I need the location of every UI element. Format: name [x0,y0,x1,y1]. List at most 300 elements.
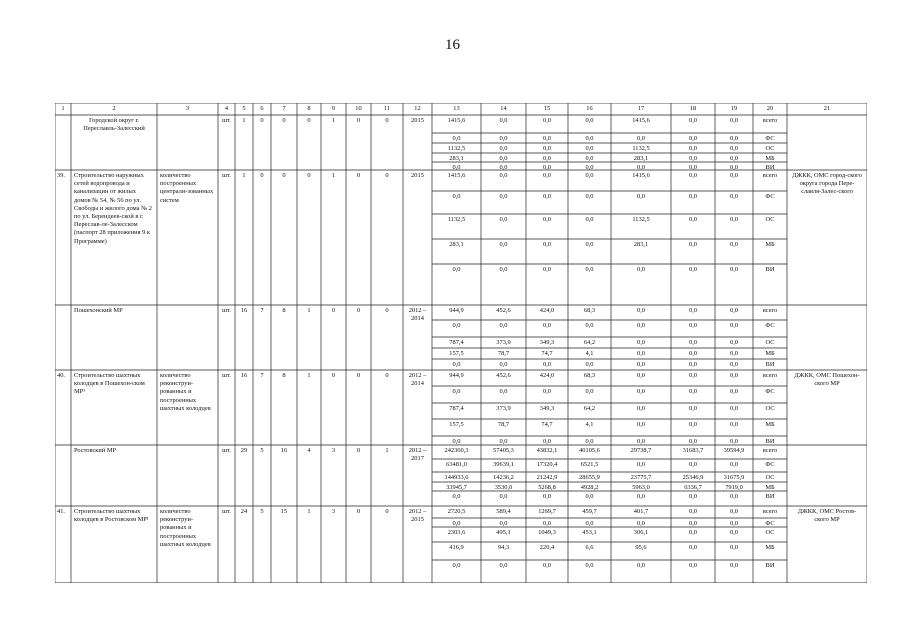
amount-cell: 0,0 [543,134,551,142]
source-label: ВИ [765,437,775,445]
amount-cell: 43832,1 [536,446,558,454]
count-cell: 0 [282,117,286,124]
amount-cell: 0,0 [637,371,645,379]
amount-cell: 157,5 [449,349,464,357]
header-cell: 9 [331,105,336,112]
amount-cell: 0,0 [452,192,461,200]
amount-cell: 95,6 [635,543,647,551]
unit-cell: шт. [222,372,231,379]
amount-cell: 0,0 [585,265,594,273]
amount-cell: 2720,5 [447,507,466,515]
amount-cell: 424,0 [539,306,555,314]
source-label: ФС [765,192,775,200]
amount-cell: 0,0 [689,171,697,179]
amount-cell: 0,0 [637,360,645,368]
source-label: ОС [765,215,775,223]
amount-cell: 0,0 [637,519,645,527]
amount-cell: 0,0 [730,134,738,142]
amount-cell: 495,1 [496,528,511,536]
source-label: ОС [765,473,775,481]
amount-cell: 0,0 [452,492,461,500]
header-cell: 12 [414,105,421,112]
count-cell: 0 [331,307,336,314]
amount-cell: 0,0 [730,215,738,223]
amount-cell: 0,0 [730,154,738,162]
amount-cell: 0,0 [543,192,551,200]
amount-cell: 1132,5 [447,144,466,152]
amount-cell: 0,0 [689,360,697,368]
amount-cell: 0,0 [730,492,738,500]
amount-cell: 0,0 [452,360,461,368]
amount-cell: 40105,6 [579,446,600,454]
amount-cell: 0,0 [730,360,738,368]
amount-cell: 29738,7 [630,446,652,454]
amount-cell: 0,0 [543,360,551,368]
amount-cell: 64,2 [583,338,596,346]
count-cell: 0 [282,172,286,179]
amount-cell: 0,0 [637,561,645,569]
amount-cell: 0,0 [637,192,645,200]
header-cell: 6 [260,105,264,112]
amount-cell: 283,1 [633,154,649,162]
source-label: ВИ [765,492,775,500]
amount-cell: 416,9 [449,543,464,551]
amount-cell: 0,0 [499,144,508,152]
count-cell: 16 [280,447,288,454]
amount-cell: 0,0 [689,543,697,551]
amount-cell: 401,7 [633,507,649,515]
amount-cell: 0,0 [637,437,645,445]
amount-cell: 0,0 [689,116,697,124]
amount-cell: 589,4 [496,507,511,515]
amount-cell: 787,4 [449,404,464,412]
amount-cell: 0,0 [637,306,645,314]
executor-cell: ДЖКК, ОМС город-ского округа города Пере-славля-Залес-ского [792,172,862,196]
amount-cell: 283,1 [449,240,464,248]
amount-cell: 0,0 [730,116,738,124]
amount-cell: 0,0 [689,528,697,536]
amount-cell: 1415,6 [447,116,466,124]
count-cell: 0 [307,172,311,179]
amount-cell: 0,0 [637,349,645,357]
amount-cell: 0,0 [543,387,551,395]
header-cell: 7 [282,105,286,112]
source-label: ВИ [765,561,775,569]
district-name: Ростовский МР [74,447,117,454]
amount-cell: 424,0 [539,371,555,379]
amount-cell: 0,0 [730,265,738,273]
amount-cell: 0,0 [637,420,645,428]
amount-cell: 0,0 [585,163,594,171]
amount-cell: 6336,7 [684,483,702,491]
amount-cell: 14236,2 [493,473,514,481]
amount-cell: 7919,0 [725,483,743,491]
amount-cell: 0,0 [452,561,461,569]
amount-cell: 0,0 [689,338,697,346]
amount-cell: 0,0 [499,492,508,500]
amount-cell: 0,0 [689,321,697,329]
amount-cell: 0,0 [452,321,461,329]
amount-cell: 0,0 [585,492,594,500]
amount-cell: 0,0 [499,321,508,329]
unit-cell: шт. [222,172,231,179]
source-label: ОС [765,338,775,346]
amount-cell: 373,9 [496,404,511,412]
count-cell: 16 [240,307,248,314]
amount-cell: 1132,5 [447,215,466,223]
amount-cell: 453,1 [582,528,597,536]
amount-cell: 0,0 [543,519,551,527]
amount-cell: 0,0 [543,321,551,329]
amount-cell: 0,0 [730,240,738,248]
source-label: МБ [765,483,775,491]
amount-cell: 0,0 [499,171,508,179]
amount-cell: 31675,9 [723,473,745,481]
amount-cell: 0,0 [637,404,645,412]
count-cell: 8 [282,307,286,314]
amount-cell: 0,0 [452,519,461,527]
count-cell: 0 [260,172,264,179]
header-cell: 14 [500,105,507,112]
amount-cell: 0,0 [452,265,461,273]
count-cell: 0 [260,117,264,124]
amount-cell: 0,0 [689,192,697,200]
amount-cell: 0,0 [689,507,697,515]
period-cell: 2015 [411,172,424,179]
amount-cell: 33945,7 [446,483,467,491]
amount-cell: 0,0 [499,134,508,142]
amount-cell: 4,1 [585,349,594,357]
amount-cell: 0,0 [585,387,594,395]
amount-cell: 0,0 [499,360,508,368]
amount-cell: 0,0 [585,360,594,368]
amount-cell: 0,0 [730,371,738,379]
unit-cell: шт. [222,117,231,124]
header-cell: 16 [586,105,593,112]
amount-cell: 0,0 [730,144,738,152]
indicator-text: количество реконструи-рованных и построенных шахтных колодцев [160,372,211,412]
indicator-text: количество реконструи-рованных и построенных шахтных колодцев [160,508,211,548]
header-cell: 18 [689,105,697,112]
page-number: 16 [445,37,460,53]
amount-cell: 0,0 [689,387,697,395]
amount-cell: 0,0 [689,519,697,527]
amount-cell: 0,0 [637,387,645,395]
amount-cell: 0,0 [689,561,697,569]
item-number: 41. [57,508,65,515]
amount-cell: 0,0 [499,387,508,395]
count-cell: 0 [385,117,389,124]
header-cell: 8 [307,105,311,112]
amount-cell: 373,9 [496,338,511,346]
amount-cell: 0,0 [543,215,551,223]
count-cell: 1 [385,447,389,454]
amount-cell: 0,0 [637,265,645,273]
amount-cell: 4,1 [585,420,594,428]
amount-cell: 5268,8 [538,483,556,491]
header-cell: 20 [766,105,774,112]
amount-cell: 0,0 [689,371,697,379]
amount-cell: 0,0 [499,519,508,527]
amount-cell: 1415,6 [632,171,650,179]
source-label: МБ [765,240,775,248]
amount-cell: 0,0 [585,144,594,152]
amount-cell: 0,0 [689,215,697,223]
amount-cell: 944,9 [449,306,464,314]
count-cell: 0 [307,117,311,124]
amount-cell: 0,0 [543,154,551,162]
amount-cell: 0,0 [637,460,645,468]
amount-cell: 0,0 [585,437,594,445]
count-cell: 5 [260,447,264,454]
source-label: всего [762,507,778,515]
amount-cell: 1269,7 [538,507,556,515]
amount-cell: 17320,4 [536,460,558,468]
amount-cell: 0,0 [499,192,508,200]
amount-cell: 0,0 [585,215,594,223]
amount-cell: 157,5 [449,420,464,428]
amount-cell: 0,0 [637,338,645,346]
amount-cell: 0,0 [689,349,697,357]
executor-cell: ДЖКК, ОМС Пошехон-ского МР [794,372,860,388]
source-label: МБ [765,543,775,551]
period-cell: 2012 – 2014 [408,307,427,323]
count-cell: 15 [280,508,288,515]
amount-cell: 23775,7 [630,473,652,481]
amount-cell: 1132,5 [632,144,650,152]
item-name: Строительство шахтных колодцев в Пошехон-ском МР¹ [74,372,145,396]
header-cell: 13 [453,105,460,112]
amount-cell: 0,0 [499,437,508,445]
amount-cell: 0,0 [689,437,697,445]
count-cell: 0 [385,508,389,515]
amount-cell: 459,7 [582,507,597,515]
header-cell: 4 [224,105,229,112]
amount-cell: 349,3 [539,338,555,346]
count-cell: 1 [307,307,311,314]
amount-cell: 0,0 [730,338,738,346]
header-cell: 10 [355,105,362,112]
count-cell: 4 [307,447,311,454]
amount-cell: 0,0 [585,519,594,527]
item-name: Строительство наружных сетей водопровода и канализации от жилых домов № 54, № 56 по ул. Свободы и жилого дома № 2 по ул. Берендеев-ской в г. Переслав-ле-Залесском (паспорт 28 приложения 9 к Программе) [74,172,152,245]
count-cell: 0 [356,117,361,124]
amount-cell: 0,0 [499,215,508,223]
amount-cell: 0,0 [585,240,594,248]
source-label: ФС [765,519,775,527]
amount-cell: 0,0 [637,163,645,171]
amount-cell: 452,6 [496,306,511,314]
amount-cell: 21242,9 [536,473,558,481]
count-cell: 1 [242,117,246,124]
header-cell: 21 [823,105,831,112]
amount-cell: 944,9 [449,371,464,379]
amount-cell: 3530,0 [494,483,513,491]
source-label: всего [762,116,778,124]
amount-cell: 0,0 [730,420,738,428]
amount-cell: 0,0 [543,144,551,152]
amount-cell: 0,0 [730,306,738,314]
period-cell: 2012 – 2014 [408,372,427,388]
amount-cell: 0,0 [543,163,551,171]
amount-cell: 0,0 [585,116,594,124]
amount-cell: 1049,3 [538,528,556,536]
amount-cell: 0,0 [543,437,551,445]
amount-cell: 787,4 [449,338,464,346]
amount-cell: 78,7 [497,420,510,428]
amount-cell: 0,0 [543,492,551,500]
amount-cell: 0,0 [730,519,738,527]
amount-cell: 0,0 [637,492,645,500]
amount-cell: 0,0 [543,265,551,273]
count-cell: 1 [307,508,311,515]
amount-cell: 31683,7 [682,446,704,454]
amount-cell: 0,0 [637,134,645,142]
district-name: Пошехонский МР [74,307,123,314]
count-cell: 1 [331,172,336,179]
source-label: ФС [765,134,775,142]
count-cell: 3 [331,508,336,515]
amount-cell: 0,0 [543,116,551,124]
item-number: 39. [57,172,65,179]
count-cell: 0 [356,508,361,515]
source-label: ВИ [765,360,775,368]
source-label: ОС [765,144,775,152]
source-label: МБ [765,420,775,428]
amount-cell: 0,0 [452,387,461,395]
executor-cell: ДЖКК, ОМС Ростов-ского МР [797,508,857,524]
amount-cell: 0,0 [585,171,594,179]
amount-cell: 74,7 [541,420,553,428]
amount-cell: 0,0 [689,404,697,412]
count-cell: 7 [260,307,264,314]
amount-cell: 0,0 [499,265,508,273]
amount-cell: 0,0 [689,144,697,152]
amount-cell: 349,3 [539,404,555,412]
count-cell: 0 [356,447,361,454]
source-label: всего [762,171,778,179]
count-cell: 0 [331,372,336,379]
source-label: ВИ [765,265,775,273]
item-number: 40. [57,372,65,379]
amount-cell: 0,0 [730,404,738,412]
source-label: ОС [765,528,775,536]
amount-cell: 0,0 [452,163,461,171]
count-cell: 0 [385,372,389,379]
district-name: Городской округ г. Переславль-Залесский [83,117,145,133]
amount-cell: 57405,3 [493,446,514,454]
amount-cell: 0,0 [585,134,594,142]
amount-cell: 0,0 [452,134,461,142]
count-cell: 0 [356,372,361,379]
amount-cell: 0,0 [585,192,594,200]
count-cell: 0 [385,172,389,179]
amount-cell: 0,0 [730,349,738,357]
source-label: всего [762,371,778,379]
source-label: ОС [765,404,775,412]
amount-cell: 4928,2 [580,483,599,491]
program-table [55,103,867,583]
header-cell: 3 [185,105,190,112]
count-cell: 1 [307,372,311,379]
amount-cell: 6521,5 [580,460,599,468]
amount-cell: 0,0 [499,561,508,569]
amount-cell: 2303,6 [447,528,466,536]
amount-cell: 6,6 [585,543,594,551]
source-label: ВИ [765,163,775,171]
amount-cell: 0,0 [730,171,738,179]
amount-cell: 39594,9 [723,446,745,454]
source-label: ФС [765,387,775,395]
header-cell: 2 [112,105,116,112]
source-label: всего [762,306,778,314]
unit-cell: шт. [222,307,231,314]
header-cell: 5 [242,105,246,112]
amount-cell: 0,0 [689,154,697,162]
amount-cell: 63481,0 [446,460,467,468]
amount-cell: 283,1 [449,154,464,162]
amount-cell: 220,4 [539,543,555,551]
amount-cell: 242360,3 [444,446,469,454]
item-name: Строительство шахтных колодцев в Ростовском МР¹ [74,508,149,524]
amount-cell: 0,0 [585,154,594,162]
amount-cell: 0,0 [689,134,697,142]
count-cell: 24 [240,508,248,515]
amount-cell: 25346,9 [682,473,704,481]
source-label: МБ [765,349,775,357]
count-cell: 0 [356,307,361,314]
amount-cell: 0,0 [499,163,508,171]
amount-cell: 0,0 [689,306,697,314]
amount-cell: 0,0 [543,240,551,248]
amount-cell: 283,1 [633,240,649,248]
indicator-text: количество построенных централи-зованных систем [160,172,214,204]
source-label: ФС [765,460,775,468]
count-cell: 1 [242,172,246,179]
amount-cell: 74,7 [541,349,553,357]
amount-cell: 1132,5 [632,215,650,223]
amount-cell: 68,3 [583,371,596,379]
amount-cell: 0,0 [585,321,594,329]
count-cell: 3 [331,447,336,454]
amount-cell: 94,3 [497,543,510,551]
count-cell: 0 [356,172,361,179]
amount-cell: 306,1 [633,528,649,536]
header-cell: 11 [383,105,391,112]
amount-cell: 68,3 [583,306,596,314]
count-cell: 5 [260,508,264,515]
amount-cell: 452,6 [496,371,511,379]
header-cell: 15 [543,105,551,112]
source-label: ФС [765,321,775,329]
amount-cell: 0,0 [730,437,738,445]
amount-cell: 39639,1 [493,460,514,468]
amount-cell: 0,0 [543,561,551,569]
amount-cell: 5963,0 [632,483,650,491]
amount-cell: 0,0 [730,163,738,171]
amount-cell: 0,0 [689,460,697,468]
amount-cell: 0,0 [543,171,551,179]
count-cell: 0 [385,307,389,314]
amount-cell: 0,0 [730,192,738,200]
count-cell: 8 [282,372,286,379]
amount-cell: 0,0 [689,420,697,428]
header-cell: 19 [730,105,738,112]
header-cell: 1 [61,105,65,112]
period-cell: 2012 – 2015 [408,508,427,524]
amount-cell: 0,0 [730,561,738,569]
amount-cell: 0,0 [689,163,697,171]
